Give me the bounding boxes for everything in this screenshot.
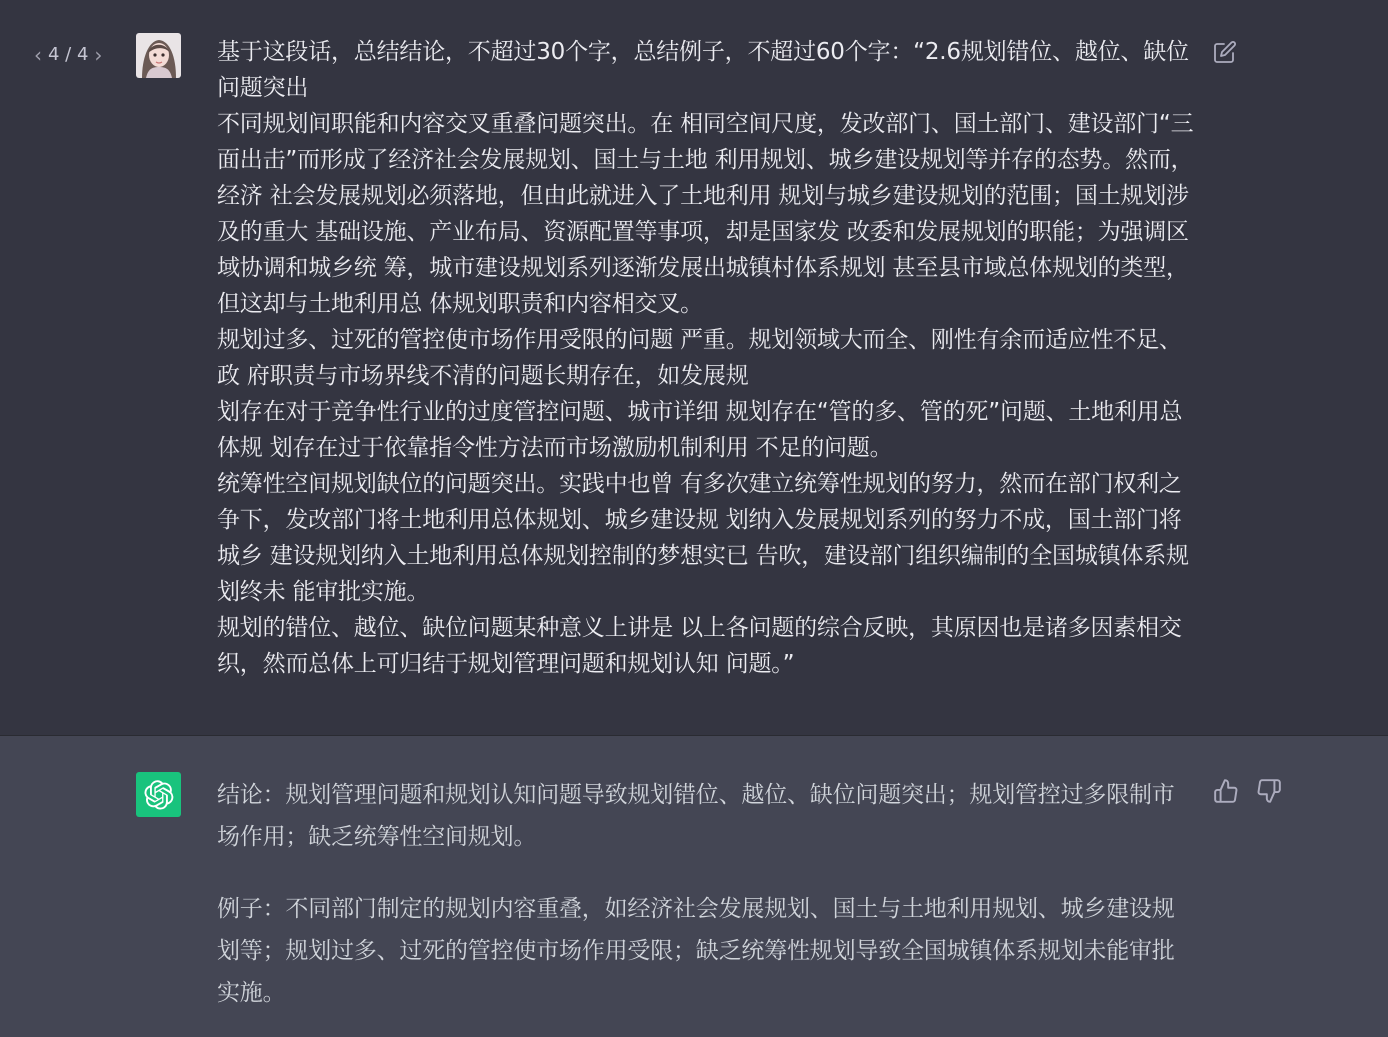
user-paragraph: 规划的错位、越位、缺位问题某种意义上讲是 以上各问题的综合反映，其原因也是诸多因素相交 织，然而总体上可归结于规划管理问题和规划认知 问题。” (217, 615, 1182, 677)
version-counter: 4 / 4 (48, 44, 89, 65)
user-paragraph: 划存在对于竞争性行业的过度管控问题、城市详细 规划存在“管的多、管的死”问题、土地利用总体规 划存在过于依靠指令性方法而市场激励机制利用 不足的问题。 (217, 399, 1183, 461)
assistant-conclusion: 结论：规划管理问题和规划认知问题导致规划错位、越位、缺位问题突出；规划管控过多限制市场作用；缺乏统筹性空间规划。 (217, 782, 1175, 850)
user-paragraph: 基于这段话，总结结论，不超过30个字，总结例子，不超过60个字：“2.6规划错位、越位、缺位问题突出 (217, 39, 1189, 101)
thumbs-up-icon[interactable] (1213, 778, 1239, 804)
next-version-button[interactable]: › (94, 42, 103, 67)
prev-version-button[interactable]: ‹ (34, 42, 42, 67)
user-paragraph: 规划过多、过死的管控使市场作用受限的问题 严重。规划领域大而全、刚性有余而适应性不足、政 府职责与市场界线不清的问题长期存在，如发展规 (217, 327, 1182, 389)
message-pager (34, 44, 102, 65)
assistant-example: 例子：不同部门制定的规划内容重叠，如经济社会发展规划、国土与土地利用规划、城乡建设规划等；规划过多、过死的管控使市场作用受限；缺乏统筹性规划导致全国城镇体系规划未能审批实施。 (217, 896, 1175, 1006)
user-message-text (217, 34, 1195, 682)
edit-icon[interactable] (1213, 40, 1237, 64)
openai-logo-icon (136, 772, 181, 817)
user-avatar (136, 33, 181, 78)
assistant-message-text (217, 774, 1192, 1037)
user-paragraph: 不同规划间职能和内容交叉重叠问题突出。在 相同空间尺度，发改部门、国土部门、建设部门“三 面出击”而形成了经济社会发展规划、国土与土地 利用规划、城乡建设规划等并存的态势。然而，经济 社会发展规划必须落地，但由此就进入了土地利用 规划与城乡建设规划的范围；国土规划涉及的重大 基础设施、产业布局、资源配置等事项，却是国家发 改委和发展规划的职能；为强调区域协调和城乡统 筹，城市建设规划系列逐渐发展出城镇村体系规划 甚至县市域总体规划的类型，但这却与土地利用总 体规划职责和内容相交叉。 (217, 111, 1194, 317)
user-paragraph: 统筹性空间规划缺位的问题突出。实践中也曾 有多次建立统筹性规划的努力，然而在部门权利之 争下，发改部门将土地利用总体规划、城乡建设规 划纳入发展规划系列的努力不成，国土部门将城乡 建设规划纳入土地利用总体规划控制的梦想实已 告吹，建设部门组织编制的全国城镇体系规划终未 能审批实施。 (217, 471, 1189, 605)
thumbs-down-icon[interactable] (1256, 778, 1282, 804)
